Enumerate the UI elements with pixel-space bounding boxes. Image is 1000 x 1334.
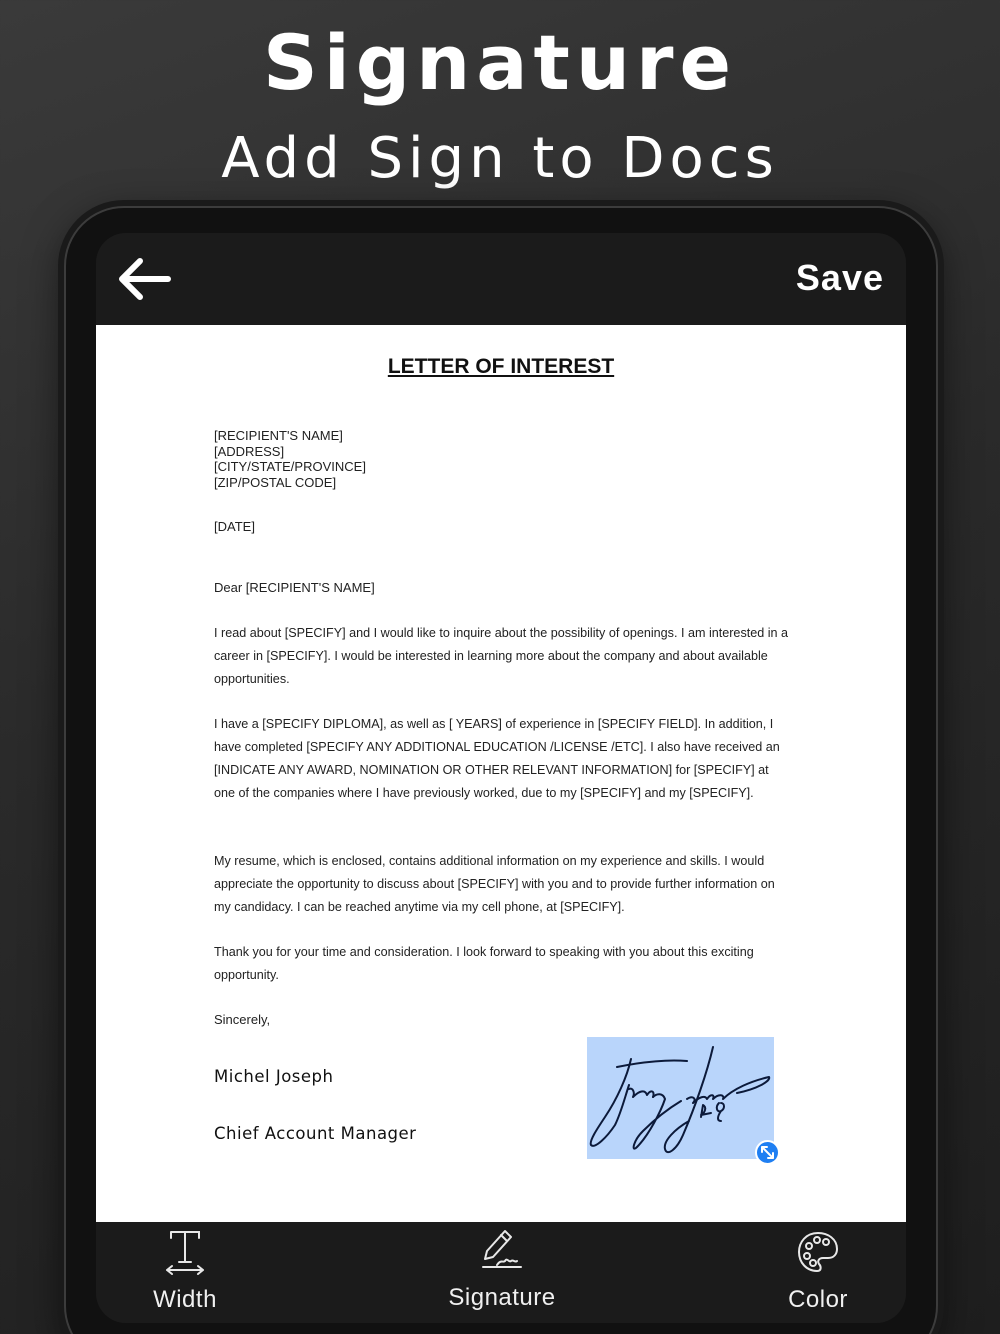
body-paragraph: Thank you for your time and consideration. I look forward to speaking with you about this exciting opportunity. bbox=[214, 945, 754, 982]
document-title: LETTER OF INTEREST bbox=[387, 355, 615, 378]
color-tool-button[interactable] bbox=[778, 1222, 858, 1323]
resize-handle[interactable] bbox=[755, 1140, 780, 1165]
top-bar bbox=[96, 233, 906, 325]
letter-closing: Sincerely, bbox=[214, 1012, 271, 1027]
letter-date: [DATE] bbox=[214, 519, 255, 534]
handwritten-signature bbox=[587, 1037, 774, 1159]
recipient-address bbox=[214, 428, 366, 490]
letter-greeting: Dear [RECIPIENT'S NAME] bbox=[214, 580, 375, 595]
width-tool-button[interactable] bbox=[140, 1222, 230, 1323]
body-paragraph: I read about [SPECIFY] and I would like to inquire about the possibility of openings. I am interested in a career in [SPECIFY]. I would be interested in learning more about the company and about available opportunities. bbox=[214, 626, 789, 686]
signature-placement-box[interactable] bbox=[587, 1037, 774, 1159]
address-line: [ZIP/POSTAL CODE] bbox=[214, 474, 337, 490]
body-paragraph: I have a [SPECIFY DIPLOMA], as well as [ YEARS] of experience in [SPECIFY FIELD]. In addition, I have completed [SPECIFY ANY ADDITIONAL EDUCATION /LICENSE /ETC]. I also have received an [INDICATE ANY AWARD, NOMINATION OR OTHER RELEVANT INFORMATION] for [SPECIFY] at one of the companies where I have previously worked, due to my [SPECIFY] and my [SPECIFY]. bbox=[214, 717, 780, 800]
color-tool-label: Color bbox=[788, 1286, 848, 1313]
address-line: [ADDRESS] bbox=[214, 443, 285, 459]
resize-diagonal-icon bbox=[757, 1142, 778, 1163]
address-line: [RECIPIENT'S NAME] bbox=[214, 428, 343, 443]
save-button[interactable]: Save bbox=[795, 257, 884, 298]
promo-title: Signature bbox=[262, 18, 738, 107]
back-button[interactable] bbox=[116, 255, 172, 303]
document-page bbox=[96, 325, 906, 1222]
signature-tool-label: Signature bbox=[448, 1284, 556, 1311]
text-width-icon bbox=[163, 1228, 207, 1276]
palette-icon bbox=[796, 1229, 840, 1275]
app-screen bbox=[96, 233, 906, 1323]
sender-title: Chief Account Manager bbox=[214, 1124, 417, 1143]
width-tool-label: Width bbox=[153, 1286, 217, 1313]
address-line: [CITY/STATE/PROVINCE] bbox=[214, 459, 366, 474]
signature-tool-button[interactable] bbox=[441, 1222, 563, 1323]
body-paragraph: My resume, which is enclosed, contains additional information on my experience and skills. I would appreciate the opportunity to discuss about [SPECIFY] with you and to provide further information on my candidacy. I can be reached anytime via my cell phone, at [SPECIFY]. bbox=[214, 854, 775, 914]
arrow-left-icon bbox=[116, 255, 172, 303]
bottom-toolbar bbox=[96, 1222, 906, 1323]
promo-subtitle: Add Sign to Docs bbox=[221, 126, 779, 191]
pen-signature-icon bbox=[479, 1227, 525, 1273]
sender-name: Michel Joseph bbox=[214, 1067, 334, 1086]
